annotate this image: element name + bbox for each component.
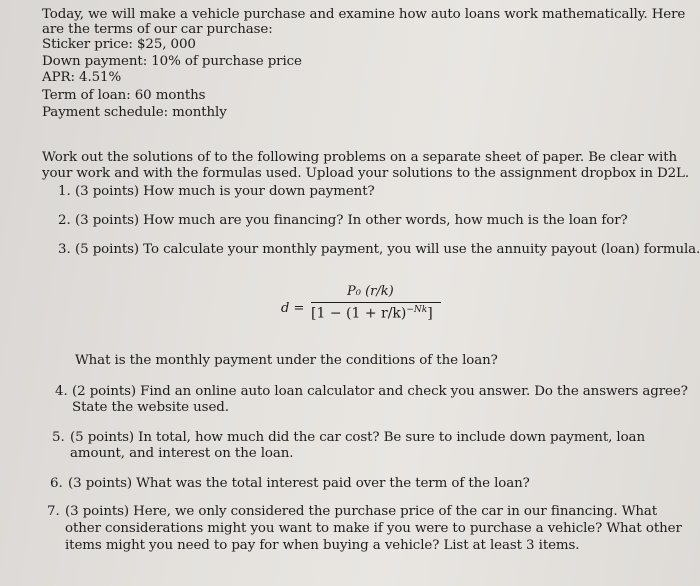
problem-4-text-2: State the website used. [72,400,229,415]
intro-line-1: Today, we will make a vehicle purchase and examine how auto loans work mathematically. Here [42,7,686,22]
problem-7-text-2: other considerations might you want to make if you were to purchase a vehicle? What other [65,521,682,536]
problem-2-text: (3 points) How much are you financing? In other words, how much is the loan for? [75,213,628,228]
loan-term: Term of loan: 60 months [42,88,206,103]
sticker-price: Sticker price: $25, 000 [42,37,196,52]
annuity-formula [281,281,451,337]
problem-2-number: 2. [58,213,71,228]
problem-7-text-3: items might you need to pay for when buying a vehicle? List at least 3 items. [65,538,580,553]
problem-7-number: 7. [47,504,60,519]
formula-denominator-text: [1 − (1 + r/k) [311,305,407,322]
formula-numerator: P₀ (r/k) [347,284,394,299]
problem-4-number: 4. [55,384,68,399]
formula-denominator [311,305,433,322]
problem-3-followup: What is the monthly payment under the conditions of the loan? [75,353,498,368]
apr: APR: 4.51% [42,70,122,85]
problem-1-number: 1. [58,184,71,199]
problem-5-text-2: amount, and interest on the loan. [70,446,294,461]
problem-5-number: 5. [52,430,65,445]
problem-6-number: 6. [50,476,63,491]
intro-line-2: are the terms of our car purchase: [42,22,273,37]
problem-6-text: (3 points) What was the total interest paid over the term of the loan? [68,476,530,491]
problem-4-text-1: (2 points) Find an online auto loan calculator and check you answer. Do the answers agree? [72,384,688,399]
down-payment: Down payment: 10% of purchase price [42,54,302,69]
instructions-line-1: Work out the solutions of to the following problems on a separate sheet of paper. Be clear with [42,150,678,165]
formula-closing-bracket: ] [427,305,433,322]
problem-1-text: (3 points) How much is your down payment? [75,184,375,199]
formula-lhs: d = [281,301,305,316]
payment-schedule: Payment schedule: monthly [42,105,227,120]
problem-3-number: 3. [58,242,71,257]
problem-7-text-1: (3 points) Here, we only considered the purchase price of the car in our financing. What [65,504,658,519]
formula-exponent: −Nk [406,305,428,315]
problem-3-text: (5 points) To calculate your monthly payment, you will use the annuity payout (loan) formula. [75,242,700,257]
instructions-line-2: your work and with the formulas used. Upload your solutions to the assignment dropbox in D2L. [42,166,690,181]
problem-5-text-1: (5 points) In total, how much did the car cost? Be sure to include down payment, loan [70,430,645,445]
fraction-bar [311,302,441,303]
